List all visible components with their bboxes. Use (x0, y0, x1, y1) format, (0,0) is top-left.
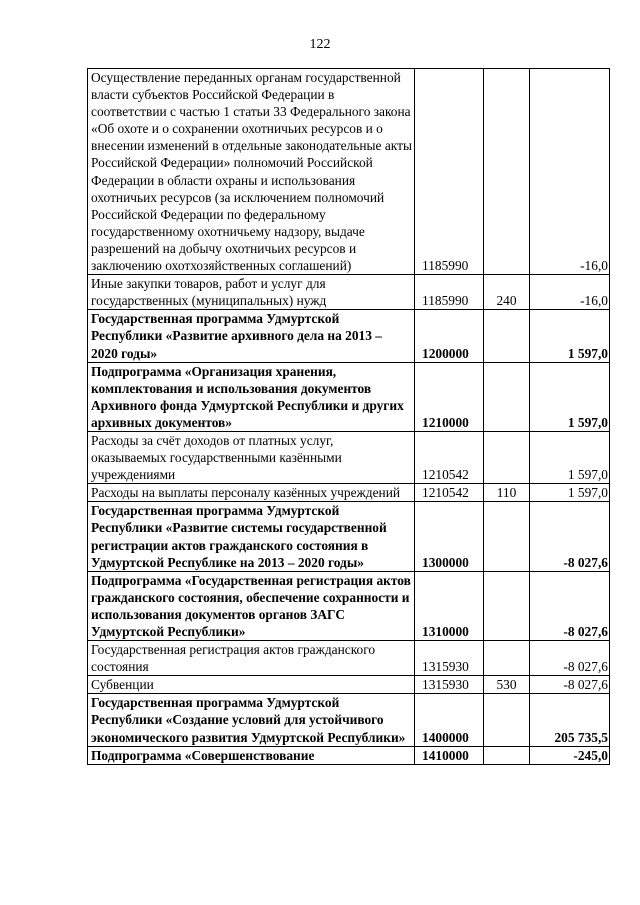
table-row (88, 502, 610, 571)
row-amount-cell: -8 027,6 (530, 641, 610, 676)
row-expense-type-cell (484, 431, 530, 483)
row-name-cell: Подпрограмма «Государственная регистрация актов гражданского состояния, обеспечение сохранности и использования документов органов ЗАГС Удмуртской Республики» (88, 571, 415, 640)
row-amount-cell: 1 597,0 (530, 484, 610, 502)
table-row (88, 676, 610, 694)
row-expense-type-cell (484, 310, 530, 362)
row-code-cell: 1315930 (415, 676, 484, 694)
row-name-cell: Субвенции (88, 676, 415, 694)
row-name-cell: Государственная программа Удмуртской Республики «Развитие системы государственной регистрации актов гражданского состояния в Удмуртской Республике на 2013 – 2020 годы» (88, 502, 415, 571)
row-amount-cell: -8 027,6 (530, 502, 610, 571)
row-expense-type-cell (484, 641, 530, 676)
row-amount-cell: 1 597,0 (530, 431, 610, 483)
row-name-cell: Подпрограмма «Совершенствование (88, 746, 415, 764)
table-row (88, 694, 610, 746)
row-amount-cell: 1 597,0 (530, 310, 610, 362)
row-code-cell: 1185990 (415, 275, 484, 310)
row-code-cell: 1210000 (415, 362, 484, 431)
row-name-cell: Иные закупки товаров, работ и услуг для государственных (муниципальных) нужд (88, 275, 415, 310)
row-expense-type-cell (484, 502, 530, 571)
row-amount-cell: -8 027,6 (530, 571, 610, 640)
row-expense-type-cell: 530 (484, 676, 530, 694)
table-row (88, 362, 610, 431)
row-name-cell: Расходы за счёт доходов от платных услуг, оказываемых государственными казёнными учреждениями (88, 431, 415, 483)
row-code-cell: 1315930 (415, 641, 484, 676)
row-name-cell: Подпрограмма «Организация хранения, комплектования и использования документов Архивного фонда Удмуртской Республики и других архивных документов» (88, 362, 415, 431)
row-code-cell: 1300000 (415, 502, 484, 571)
row-code-cell: 1310000 (415, 571, 484, 640)
row-amount-cell: -16,0 (530, 69, 610, 275)
row-name-cell: Государственная программа Удмуртской Республики «Создание условий для устойчивого экономического развития Удмуртской Республики» (88, 694, 415, 746)
row-expense-type-cell (484, 694, 530, 746)
row-name-cell: Расходы на выплаты персоналу казённых учреждений (88, 484, 415, 502)
table-row (88, 431, 610, 483)
row-code-cell: 1400000 (415, 694, 484, 746)
table-row (88, 746, 610, 764)
row-amount-cell: 205 735,5 (530, 694, 610, 746)
row-expense-type-cell (484, 571, 530, 640)
row-code-cell: 1210542 (415, 431, 484, 483)
table-row (88, 275, 610, 310)
row-code-cell: 1200000 (415, 310, 484, 362)
row-code-cell: 1210542 (415, 484, 484, 502)
row-expense-type-cell (484, 362, 530, 431)
row-name-cell: Государственная регистрация актов гражданского состояния (88, 641, 415, 676)
row-code-cell: 1185990 (415, 69, 484, 275)
table-row (88, 571, 610, 640)
table-row (88, 69, 610, 275)
row-amount-cell: 1 597,0 (530, 362, 610, 431)
table-row (88, 310, 610, 362)
budget-table (87, 68, 610, 765)
table-row (88, 641, 610, 676)
row-name-cell: Государственная программа Удмуртской Республики «Развитие архивного дела на 2013 – 2020 годы» (88, 310, 415, 362)
row-expense-type-cell (484, 746, 530, 764)
page-number: 122 (309, 37, 331, 52)
row-expense-type-cell (484, 69, 530, 275)
row-code-cell: 1410000 (415, 746, 484, 764)
row-amount-cell: -245,0 (530, 746, 610, 764)
row-expense-type-cell: 240 (484, 275, 530, 310)
row-amount-cell: -16,0 (530, 275, 610, 310)
row-expense-type-cell: 110 (484, 484, 530, 502)
row-amount-cell: -8 027,6 (530, 676, 610, 694)
table-row (88, 484, 610, 502)
row-name-cell: Осуществление переданных органам государственной власти субъектов Российской Федерации в соответствии с частью 1 статьи 33 Федерального закона «Об охоте и о сохранении охотничьих ресурсов и о внесении изменений в отдельные законодательные акты Российской Федерации» полномочий Российской Федерации в области охраны и использования охотничьих ресурсов (за исключением полномочий Российской Федерации по федеральному государственному охотничьему надзору, выдаче разрешений на добычу охотничьих ресурсов и заключению охотхозяйственных соглашений) (88, 69, 415, 275)
